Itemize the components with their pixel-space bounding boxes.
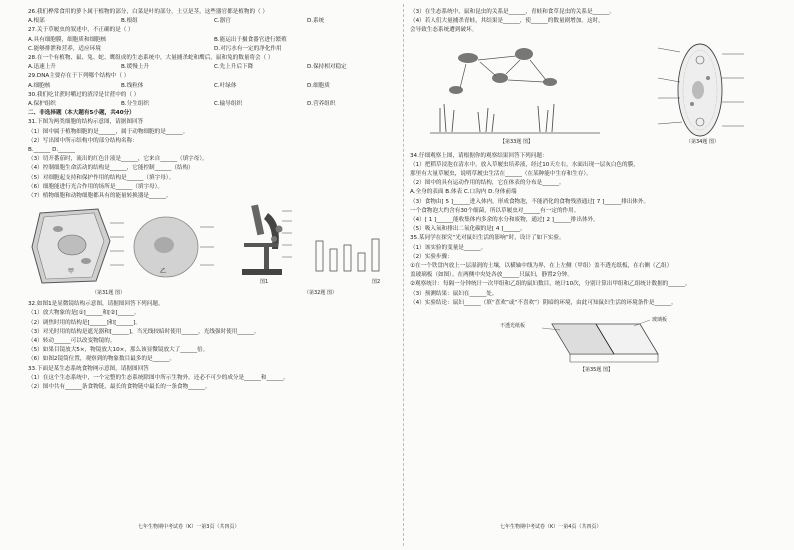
q29-option-c: C.叶绿体	[214, 82, 237, 89]
q27-option-b: B.能运出于摄食器官进行繁殖	[214, 36, 287, 43]
fig32-caption: （第32题 图）	[304, 290, 337, 297]
q34-line: （1）把稻草浸泡在清水中，放入草履虫培养液，经过10天左右，水面出现一层灰白色的膜，	[410, 161, 639, 168]
food-web-figure	[420, 38, 610, 138]
q31-line: （4）控制细胞生命活动的结构是______，它能控制______（结构）	[28, 165, 194, 172]
q29-text: 29.DNA主要存在于下列哪个结构中（ ）	[28, 73, 130, 80]
q35-line: ②观察统计：每隔一分钟统计一次甲组和乙组的鼠妇数目，统计10次，分别计算出甲组和乙组统计数据的______。	[410, 281, 691, 288]
figures-31-32	[28, 203, 400, 298]
q30-option-c: C.输导组织	[214, 101, 243, 108]
q28-option-b: B.缓慢上升	[121, 64, 149, 71]
q26-option-a: A.根部	[28, 18, 45, 25]
q31-line: （5）对细胞起支持和保护作用的结构是______（填字母）。	[28, 174, 175, 181]
q31-line: B.______ D.______	[28, 147, 76, 154]
fig31-caption: （第31题 图）	[92, 290, 125, 297]
q29-option-b: B.线粒体	[121, 82, 144, 89]
q31-line: （2）写出图中所示结构中的部分结构名称：	[28, 137, 138, 144]
q33-block	[28, 365, 400, 393]
q30-option-b: B.分生组织	[121, 101, 149, 108]
q27-options-2	[28, 45, 400, 54]
q31-line: （1）图中属于植物细胞的是______，属于动物细胞的是______。	[28, 128, 189, 135]
left-page	[28, 8, 400, 538]
q35-line: ①在一个铁盘内放上一层湿润的土壤，以横轴中线为界，在上左侧（甲组）盖不透光纸板，在右侧（乙组）	[410, 263, 673, 270]
q34-line: 34.仔细观察上图，请根据你的观察结果回答下列问题：	[410, 152, 548, 159]
q28-text: 28.在一个有植物、鼠、兔、蛇、鹰组成的生态系统中，大量捕杀蛇和鹰后，鼠和兔的数量将会（ ）	[28, 55, 274, 62]
q28-option-c: C.先上升后下降	[214, 64, 254, 71]
q32-line: （1）放大物象的是[①]______和[②]______。	[28, 310, 140, 317]
q35-block	[410, 234, 778, 308]
q31-line: （3）切开番茄时，流出的红色汁液是______，它来自______（填字母）。	[28, 156, 208, 163]
q29-options	[28, 82, 400, 91]
q34-line: （5）吸入氧和排出二氧化碳的是[ 4 ]______。	[410, 226, 526, 233]
q31-line: 31.下图为两类细胞的结构示意图，请据图回答	[28, 119, 144, 126]
q30-option-d: D.营养组织	[307, 101, 336, 108]
q34-line: A.全身的表面 B.体表 C.口沟内 D.身体前端	[410, 189, 517, 196]
q27-options	[28, 36, 400, 45]
right-page-footer: 七年生物期中考试卷（K）一第4页（共四页）	[500, 523, 602, 530]
q32-line: （4）转动______可以改变物镜的。	[28, 338, 116, 345]
q26-option-b: B.根组	[121, 18, 138, 25]
q35-line: 35.某同学在探究“光对鼠妇生活的影响”时，设计了如下实验。	[410, 235, 565, 242]
right-page	[410, 8, 778, 538]
q30-options	[28, 100, 400, 109]
cell-label-yi: 乙	[160, 268, 167, 276]
q31-block	[28, 118, 400, 201]
paramecium-figure	[646, 38, 756, 140]
q33-line: （2）图中共有______条食物链，最长的食物链中最长的一条食物______。	[28, 384, 211, 391]
q35-line: （4）实验结论：鼠妇______（填“喜欢”或“不喜欢”）阴暗的环境，由此可知鼠妇生活的环境条件是______。	[410, 299, 677, 306]
fig35-caption: 【第35题 图】	[580, 367, 613, 374]
q26-options	[28, 17, 400, 26]
q34-line: 一个食物泡大约含有30个细菌，所以草履虫对______有一定的作用。	[410, 207, 580, 214]
q28-option-d: D.保持相对稳定	[307, 64, 347, 71]
q33-line: （1）在这个生态系统中，一个完整的生态系统除图中所示生物外，还必不可少的成分是______和______。	[28, 374, 289, 381]
fig33-caption: 【第33题 图】	[500, 138, 533, 145]
q35-line: （2）实验步骤：	[410, 253, 453, 260]
q27-option-a: A.具有细胞膜，细胞质和细胞核	[28, 36, 107, 43]
fig32-label-1: 图1	[260, 279, 269, 286]
cell-label-jia: 甲	[68, 268, 75, 276]
q26-option-c: C.器官	[214, 18, 231, 25]
fig32-label-2: 图2	[372, 279, 381, 286]
q28-option-a: A.迅速上升	[28, 64, 56, 71]
q32-line: （2）调焦时用的结构是[______]和[______]。	[28, 319, 141, 326]
q34-line: （3）食物由[ 5 ]______进入体内，形成食物泡，不能消化的食物残渣通过[ 7 ]______排出体外。	[410, 198, 650, 205]
q35-line: （3）预测结果：鼠妇在______处。	[410, 290, 498, 297]
q32-block	[28, 300, 400, 364]
q32-line: （6）如图2镜筒位置，观察到的物象数目最多的是______。	[28, 356, 175, 363]
q30-option-a: A.保护组织	[28, 101, 56, 108]
q34-line: （2）图中的具有运动作用的结构，它在体表的分布是______。	[410, 180, 565, 187]
q32-line: 32.如图1是显微镜结构示意图，请据图回答下列问题。	[28, 301, 164, 308]
q27-option-d: D.对污水有一定的净化作用	[214, 45, 282, 52]
q30-text: 30.我们吃甘蔗时嚼过的渣滓是甘蔗中的（ ）	[28, 91, 140, 98]
microscope-figure	[234, 199, 394, 285]
q34-line: （4）[ 1 ]______能收集体内多余的水分和废物，通过[ 2 ]______排出体外。	[410, 217, 599, 224]
figures-33-34	[410, 38, 778, 150]
q27-option-c: C.能够排泄和营养，适应环境	[28, 45, 101, 52]
q29-option-d: D.细胞质	[307, 82, 330, 89]
q26-option-d: D.系统	[307, 18, 325, 25]
q33-line: 33.下面是某生态系统食物网示意图，请据图回答	[28, 365, 149, 372]
tray-figure	[530, 310, 670, 364]
page-divider	[403, 4, 404, 546]
q35-line: （1）该实验的变量是______。	[410, 244, 487, 251]
q29-option-a: A.细胞核	[28, 82, 51, 89]
left-page-footer: 七年生物期中考试卷（K）一第3页（共四页）	[138, 523, 240, 530]
q31-line: （6）细胞能进行光合作用的场所是______（填字母）。	[28, 183, 164, 190]
cell-diagram-figure	[28, 203, 218, 289]
q31-line: （7）植物细胞和动物细胞都具有的能量转换器是______。	[28, 193, 172, 200]
figure-35-area	[410, 308, 778, 378]
q32-line: （5）如果目镜放大5×，物镜放大10×，那么该显微镜放大了______倍。	[28, 347, 209, 354]
q26-text: 26.我们桦常食用的萝卜属于植物的部分，白菜是叶的部分，土豆是茎，这些器官都是植物的（ ）	[28, 9, 269, 15]
q34-block	[410, 152, 778, 235]
q28-options	[28, 63, 400, 72]
q32-line: （3）对光时用的结构是遮光器和[______]，当光线较暗时使用______，光线强时使用______。	[28, 328, 260, 335]
q27-text: 27.关于草履虫的叙述中，不正确的是（ ）	[28, 27, 134, 34]
q33-cont-line: （4）若人们大量捕杀青蛙，其结果是______，使______的数量剧增加。这时，	[410, 18, 604, 25]
q35-line: 盖玻璃板（如图）。在两侧中央处各放______只鼠妇，静置2分钟。	[410, 272, 573, 279]
q34-line: 那里有大量草履虫，说明草履虫生活在______（在某种能中生存和生存）。	[410, 171, 592, 178]
section-2-heading: 二、非选择题（本大题有5小题，共40分）	[28, 110, 135, 117]
fig35-label-opaque: 不透光纸板	[500, 323, 526, 330]
fig34-caption: （第34题 图）	[686, 138, 719, 145]
q33-cont-line: 会导致生态系统遭到破坏。	[410, 27, 478, 34]
fig35-label-glass: 玻璃板	[652, 317, 668, 324]
q33-cont-line: （3）在生态系统中，鼠和昆虫的关系是______，青蛙和食草昆虫的关系是______。	[410, 9, 615, 15]
